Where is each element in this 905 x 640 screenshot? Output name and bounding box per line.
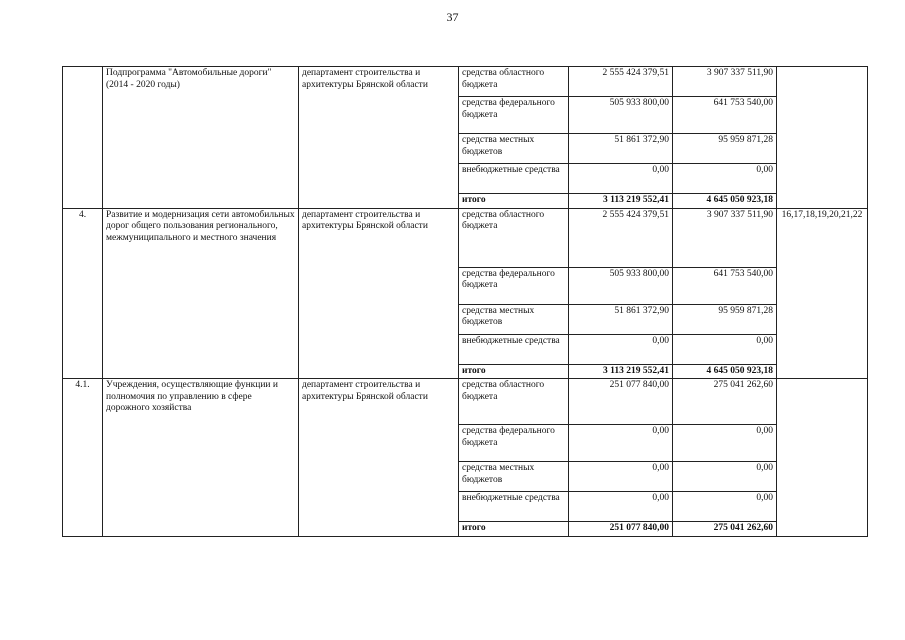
table-row	[63, 208, 868, 267]
amount-2015: 0,00	[673, 334, 777, 364]
program-name: Учреждения, осуществляющие функции и полномочия по управлению в сфере дорожного хозяйства	[103, 379, 299, 537]
funding-source: внебюджетные средства	[459, 164, 569, 194]
amount-2015: 3 907 337 511,90	[673, 67, 777, 97]
funding-source: средства областного бюджета	[459, 67, 569, 97]
funding-source: средства федерального бюджета	[459, 425, 569, 462]
total-2014: 3 113 219 552,41	[569, 194, 673, 209]
total-label: итого	[459, 364, 569, 379]
total-2014: 251 077 840,00	[569, 522, 673, 537]
total-label: итого	[459, 194, 569, 209]
amount-2015: 0,00	[673, 164, 777, 194]
funding-source: средства федерального бюджета	[459, 97, 569, 134]
executor: департамент строительства и архитектуры Брянской области	[299, 208, 459, 379]
amount-2015: 275 041 262,60	[673, 379, 777, 425]
amount-2014: 0,00	[569, 334, 673, 364]
executor: департамент строительства и архитектуры Брянской области	[299, 67, 459, 209]
row-number: 4.1.	[63, 379, 103, 537]
amount-2014: 0,00	[569, 425, 673, 462]
indicator-numbers	[777, 67, 868, 209]
amount-2015: 3 907 337 511,90	[673, 208, 777, 267]
amount-2015: 641 753 540,00	[673, 97, 777, 134]
funding-source: средства местных бюджетов	[459, 304, 569, 334]
amount-2014: 0,00	[569, 462, 673, 492]
amount-2014: 251 077 840,00	[569, 379, 673, 425]
total-2015: 4 645 050 923,18	[673, 194, 777, 209]
amount-2014: 0,00	[569, 164, 673, 194]
amount-2014: 505 933 800,00	[569, 267, 673, 304]
amount-2015: 0,00	[673, 462, 777, 492]
funding-source: внебюджетные средства	[459, 334, 569, 364]
amount-2014: 2 555 424 379,51	[569, 67, 673, 97]
total-label: итого	[459, 522, 569, 537]
table-row	[63, 67, 868, 97]
amount-2015: 0,00	[673, 492, 777, 522]
program-name: Развитие и модернизация сети автомобильных дорог общего пользования регионального, межмуниципального и местного значения	[103, 208, 299, 379]
budget-table	[62, 66, 868, 537]
funding-source: внебюджетные средства	[459, 492, 569, 522]
funding-source: средства областного бюджета	[459, 379, 569, 425]
program-name: Подпрограмма "Автомобильные дороги" (2014 - 2020 годы)	[103, 67, 299, 209]
funding-source: средства федерального бюджета	[459, 267, 569, 304]
funding-source: средства местных бюджетов	[459, 462, 569, 492]
amount-2014: 2 555 424 379,51	[569, 208, 673, 267]
amount-2015: 641 753 540,00	[673, 267, 777, 304]
indicator-numbers: 16,17,18,19,20,21,22	[777, 208, 868, 379]
amount-2014: 505 933 800,00	[569, 97, 673, 134]
total-2015: 275 041 262,60	[673, 522, 777, 537]
funding-source: средства местных бюджетов	[459, 134, 569, 164]
table-row	[63, 379, 868, 425]
amount-2015: 95 959 871,28	[673, 134, 777, 164]
indicator-numbers	[777, 379, 868, 537]
amount-2014: 0,00	[569, 492, 673, 522]
row-number	[63, 67, 103, 209]
page-number: 37	[446, 10, 459, 24]
total-2015: 4 645 050 923,18	[673, 364, 777, 379]
amount-2015: 0,00	[673, 425, 777, 462]
amount-2014: 51 861 372,90	[569, 134, 673, 164]
funding-source: средства областного бюджета	[459, 208, 569, 267]
total-2014: 3 113 219 552,41	[569, 364, 673, 379]
executor: департамент строительства и архитектуры Брянской области	[299, 379, 459, 537]
amount-2015: 95 959 871,28	[673, 304, 777, 334]
amount-2014: 51 861 372,90	[569, 304, 673, 334]
row-number: 4.	[63, 208, 103, 379]
